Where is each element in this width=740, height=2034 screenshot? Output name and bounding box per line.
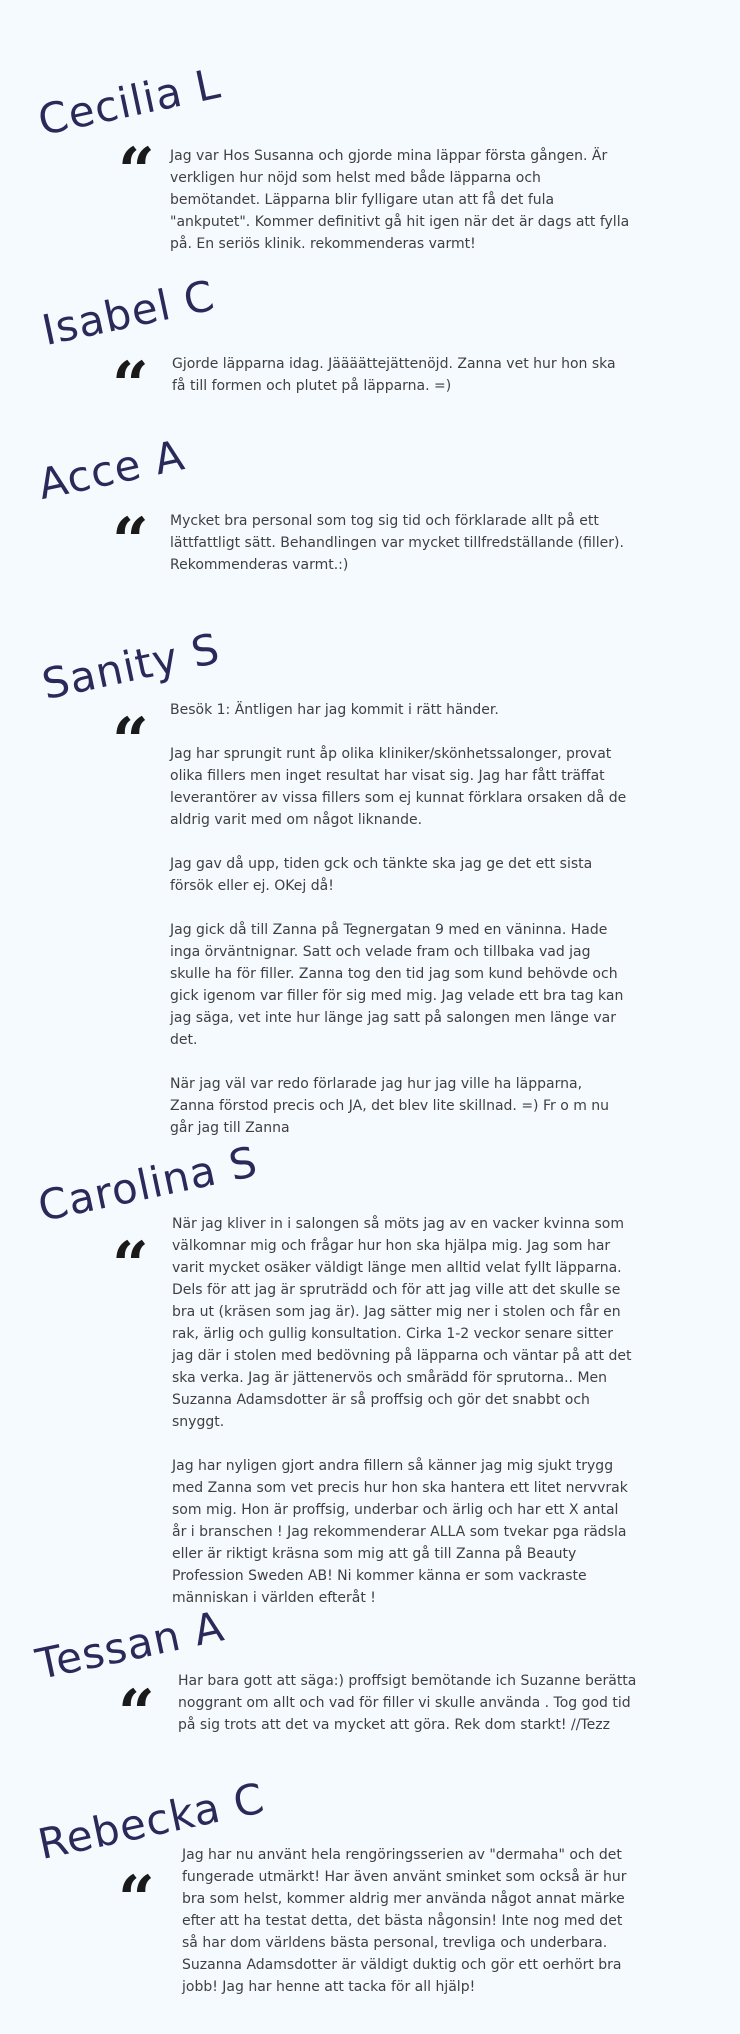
quote-icon: “ [112, 704, 149, 779]
review-paragraph: Gjorde läpparna idag. Jäääättejättenöjd. Zanna vet hur hon ska få till formen och plutet på läpparna. =) [172, 356, 616, 394]
review-paragraph: Jag har sprungit runt åp olika kliniker/skönhetssalonger, provat olika fillers men inget resultat har visat sig. Jag har fått träffat leverantörer av vissa fillers som ej kunnat förklara orsaken då de aldrig varit med om något liknande. [170, 746, 627, 828]
reviewer-name: Cecilia L [33, 58, 225, 145]
reviewer-name: Rebecka C [33, 1773, 269, 1869]
quote-icon: “ [118, 1676, 155, 1751]
reviewer-name: Sanity S [37, 623, 225, 709]
review-paragraph: Jag har nyligen gjort andra fillern så känner jag mig sjukt trygg med Zanna som vet precis hur hon ska hantera ett litet nervvrak som mig. Hon är proffsig, underbar och ärlig och har ett X antal år i branschen ! Jag rekommenderar ALLA som tvekar pga rädsla eller är riktigt kräsna som mig att gå till Zanna på Beauty Profession Sweden AB! Ni kommer känna er som vackraste människan i världen efteråt ! [172, 1458, 628, 1606]
review-paragraph: Jag gav då upp, tiden gck och tänkte ska jag ge det ett sista försök eller ej. OKej då! [170, 856, 593, 894]
review-paragraph: Har bara gott att säga:) proffsigt bemötande ich Suzanne berätta noggrant om allt och vad för filler vi skulle använda . Tog god tid på sig trots att det va mycket att göra. Rek dom starkt! //Tezz [178, 1673, 637, 1733]
review-paragraph: Jag har nu använt hela rengöringsserien av "dermaha" och det fungerade utmärkt! Har även använt sminket som också är hur bra som helst, kommer aldrig mer använda något annat märke efter att ha testat detta, det bästa någonsin! Inte nog med det så har dom världens bästa personal, trevliga och underbara. Suzanna Adamsdotter är väldigt duktig och gör ett oerhört bra jobb! Jag har henne att tacka för all hjälp! [182, 1847, 627, 1995]
review-text [170, 145, 630, 255]
review-paragraph: När jag kliver in i salongen så möts jag av en vacker kvinna som välkomnar mig och frågar hur hon ska hjälpa mig. Jag som har varit mycket osäker väldigt länge men alltid velat fyllt läpparna. Dels för att jag är spruträdd och för att jag ville att det skulle se bra ut (kräsen som jag är). Jag sätter mig ner i stolen och får en rak, ärlig och gullig konsultation. Cirka 1-2 veckor senare sitter jag där i stolen med bedövning på läpparna och väntar på att det ska verka. Jag är jättenervös och smårädd för sprutorna.. Men Suzanna Adamsdotter är så proffsig och gör det snabbt och snyggt. [172, 1216, 632, 1430]
review-paragraph: Jag gick då till Zanna på Tegnergatan 9 med en väninna. Hade inga örväntnignar. Satt och velade fram och tillbaka vad jag skulle ha för filler. Zanna tog den tid jag som kund behövde och gick igenom var filler för sig med mig. Jag velade ett bra tag kan jag säga, vet inte hur länge jag satt på salongen men länge var det. [170, 922, 624, 1048]
quote-icon: “ [112, 504, 149, 579]
quote-icon: “ [118, 1862, 155, 1937]
review-paragraph: Jag var Hos Susanna och gjorde mina läppar första gången. Är verkligen hur nöjd som helst med både läpparna och bemötandet. Läpparna blir fylligare utan att få det fula "ankputet". Kommer definitivt gå hit igen när det är dags att fylla på. En seriös klinik. rekommenderas varmt! [170, 148, 630, 252]
reviewer-name: Acce A [33, 430, 189, 509]
quote-icon: “ [118, 134, 155, 209]
review-text [172, 353, 632, 397]
review-paragraph: Mycket bra personal som tog sig tid och förklarade allt på ett lättfattligt sätt. Behandlingen var mycket tillfredställande (filler). Rekommenderas varmt.:) [170, 513, 624, 573]
reviewer-name: Tessan A [31, 1601, 229, 1689]
review-text [170, 699, 630, 1139]
review-text [182, 1844, 640, 1998]
review-text [170, 510, 630, 576]
review-text [172, 1213, 632, 1609]
review-text [178, 1670, 638, 1736]
quote-icon: “ [112, 1228, 149, 1303]
reviewer-name: Carolina S [33, 1136, 262, 1231]
review-paragraph: Besök 1: Äntligen har jag kommit i rätt händer. [170, 702, 499, 718]
quote-icon: “ [112, 348, 149, 423]
reviewer-name: Isabel C [37, 270, 220, 355]
review-paragraph: När jag väl var redo förlarade jag hur jag ville ha läpparna, Zanna förstod precis och JA, det blev lite skillnad. =) Fr o m nu går jag till Zanna [170, 1076, 610, 1136]
